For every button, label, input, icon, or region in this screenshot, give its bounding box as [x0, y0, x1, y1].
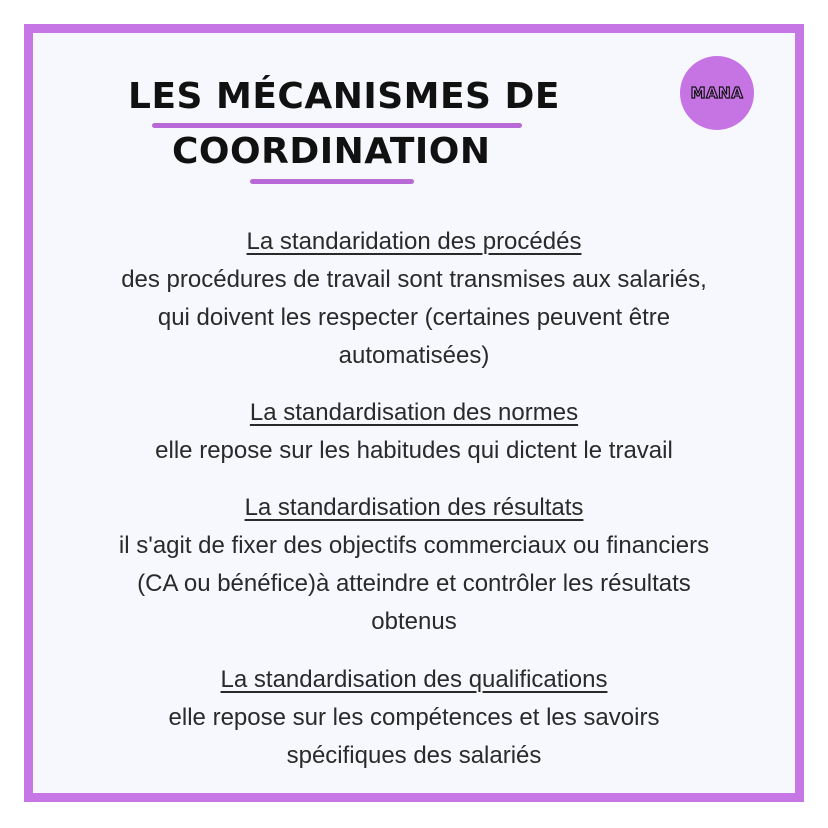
section-body: des procédures de travail sont transmises aux salariés, qui doivent les respecter (certaines peuvent être automatisées) — [121, 266, 707, 369]
section-body: elle repose sur les compétences et les savoirs spécifiques des salariés — [168, 704, 660, 769]
page-title-line-2: COORDINATION — [172, 131, 491, 172]
page-title-line-1: LES MÉCANISMES DE — [128, 76, 560, 117]
section-qualifications — [40, 661, 788, 775]
section-normes — [40, 394, 788, 470]
section-resultats — [40, 489, 788, 641]
title-underline-2 — [250, 179, 414, 184]
section-heading: La standaridation des procédés — [246, 228, 582, 255]
section-procedes — [40, 223, 788, 375]
section-body: il s'agit de fixer des objectifs commerciaux ou financiers (CA ou bénéfice)à atteindre et contrôler les résultats obtenus — [118, 532, 710, 635]
section-heading: La standardisation des normes — [249, 399, 579, 426]
section-heading: La standardisation des résultats — [244, 494, 584, 521]
section-body: elle repose sur les habitudes qui dictent le travail — [155, 437, 673, 464]
mana-logo-badge — [680, 56, 754, 130]
title-underline-1 — [152, 123, 522, 128]
section-heading: La standardisation des qualifications — [220, 666, 608, 693]
mana-logo-text: MANA — [690, 84, 744, 102]
